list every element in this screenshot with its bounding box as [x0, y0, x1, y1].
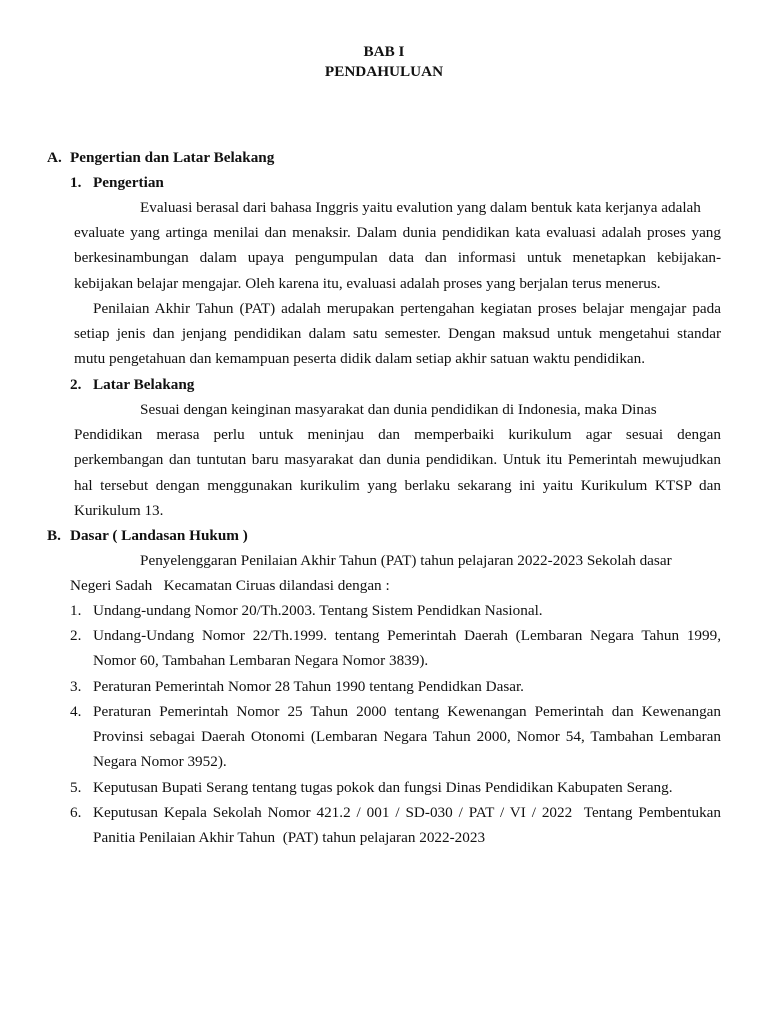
paragraph-line [74, 397, 721, 422]
paragraph-text: Evaluasi berasal dari bahasa Inggris yaitu evalution yang dalam bentuk kata kerjanya adalah [140, 199, 701, 216]
list-item-number: 6. [70, 804, 82, 821]
paragraph-line: Kurikulum 13. [74, 501, 164, 519]
pengertian-paragraph-2 [74, 296, 721, 372]
list-item-line: Provinsi sebagai Daerah Otonomi (Lembaran Negara Tahun 2000, Nomor 54, Tambahan Lembaran [93, 728, 721, 746]
list-item-line: Panitia Penilaian Akhir Tahun (PAT) tahun pelajaran 2022-2023 [93, 829, 486, 847]
list-item-line: Peraturan Pemerintah Nomor 28 Tahun 1990 tentang Pendidkan Dasar. [93, 678, 524, 695]
list-item-number: 5. [70, 779, 82, 796]
section-a-letter: A. [47, 149, 62, 166]
section-b-intro-line-2: Negeri Sadah Kecamatan Ciruas dilandasi dengan : [70, 577, 390, 594]
paragraph-line: Pendidikan merasa perlu untuk meninjau dan memperbaiki kurikulum agar sesuai dengan [74, 426, 721, 444]
chapter-number: BAB I [363, 43, 405, 60]
list-item-line: Nomor 60, Tambahan Lembaran Negara Nomor 3839). [93, 652, 429, 670]
list-item-line: Keputusan Bupati Serang tentang tugas pokok dan fungsi Dinas Pendidikan Kabupaten Serang. [93, 779, 673, 796]
list-item-line: Peraturan Pemerintah Nomor 25 Tahun 2000 tentang Kewenangan Pemerintah dan Kewenangan [93, 703, 721, 720]
paragraph-line [74, 195, 721, 220]
paragraph-line: berkesinambungan dalam upaya pengumpulan data dan informasi untuk menetapkan kebijakan- [74, 249, 721, 267]
list-item-number: 1. [70, 602, 82, 619]
section-a-title: Pengertian dan Latar Belakang [70, 149, 275, 166]
paragraph-line: Penilaian Akhir Tahun (PAT) adalah merupakan pertengahan kegiatan proses belajar mengajar pada [93, 300, 721, 317]
list-item-line: Negara Nomor 3952). [93, 753, 227, 771]
list-item-line: Undang-Undang Nomor 22/Th.1999. tentang Pemerintah Daerah (Lembaran Negara Tahun 1999, [93, 627, 721, 644]
paragraph-line: setiap jenis dan jenjang pendidikan dalam satu semester. Dengan maksud untuk mengetahui standar [74, 325, 721, 343]
paragraph-line: kebijakan belajar mengajar. Oleh karena itu, evaluasi adalah proses yang berjalan terus menerus. [74, 274, 661, 292]
list-item-line: Undang-undang Nomor 20/Th.2003. Tentang Sistem Pendidkan Nasional. [93, 602, 543, 619]
list-item [93, 775, 721, 800]
subsection-2-title: Latar Belakang [93, 376, 195, 393]
list-item [93, 674, 721, 699]
paragraph-line: evaluate yang artinga menilai dan menaksir. Dalam dunia pendidikan kata evaluasi adalah proses yang [74, 224, 721, 242]
subsection-1-number: 1. [70, 174, 82, 191]
paragraph-line: perkembangan dan tuntutan baru masyarakat dan dunia pendidikan. Untuk itu Pemerintah mewujudkan [74, 451, 721, 469]
section-b-title: Dasar ( Landasan Hukum ) [70, 527, 248, 544]
subsection-2-number: 2. [70, 376, 82, 393]
section-b-letter: B. [47, 527, 61, 544]
paragraph-line: mutu pengetahuan dan kemampuan peserta didik dalam setiap akhir satuan waktu pendidikan. [74, 350, 646, 368]
chapter-title: PENDAHULUAN [324, 63, 444, 80]
latar-belakang-paragraph [74, 397, 721, 523]
list-item [93, 598, 721, 623]
list-item [93, 800, 721, 850]
section-b-intro-line-1: Penyelenggaran Penilaian Akhir Tahun (PAT) tahun pelajaran 2022-2023 Sekolah dasar [140, 552, 672, 569]
list-item-number: 2. [70, 627, 82, 644]
paragraph-text: Sesuai dengan keinginan masyarakat dan dunia pendidikan di Indonesia, maka Dinas [140, 401, 657, 418]
list-item-number: 3. [70, 678, 82, 695]
list-item-line: Keputusan Kepala Sekolah Nomor 421.2 / 001 / SD-030 / PAT / VI / 2022 Tentang Pembentukan [93, 804, 721, 821]
pengertian-paragraph-1 [74, 195, 721, 296]
list-item [93, 623, 721, 673]
paragraph-line: hal tersebut dengan menggunakan kurikulim yang berlaku sekarang ini yaitu Kurikulum KTSP dan [74, 476, 721, 494]
subsection-1-title: Pengertian [93, 174, 164, 191]
list-item-number: 4. [70, 703, 82, 720]
list-item [93, 699, 721, 775]
